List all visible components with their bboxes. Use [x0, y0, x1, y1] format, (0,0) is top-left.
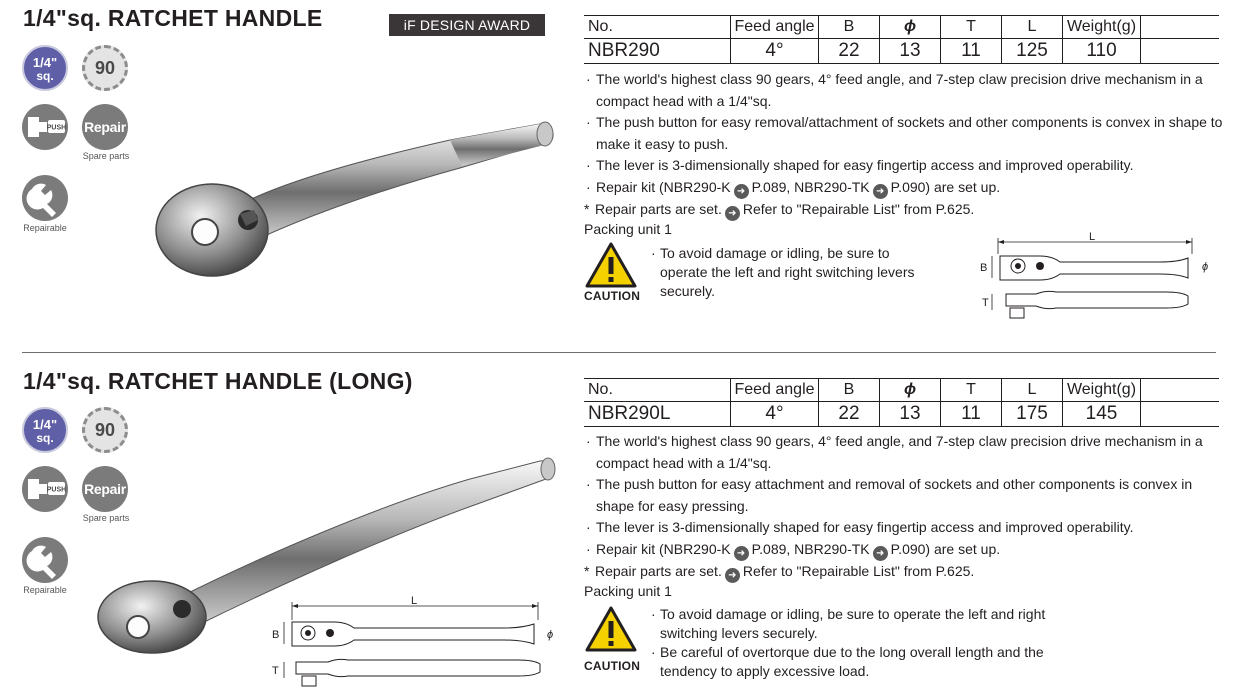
- col-l: L: [1002, 16, 1063, 39]
- cell-part-number: NBR290: [584, 39, 731, 64]
- caution-item: · To avoid damage or idling, be sure to operate the left and right switching levers securely.: [650, 605, 1090, 643]
- arrow-right-icon: ➜: [873, 184, 888, 199]
- col-feed-angle: Feed angle: [731, 379, 819, 402]
- dimension-diagram: [980, 228, 1220, 328]
- col-no: No.: [584, 379, 731, 402]
- spec-table-header: [584, 16, 1219, 39]
- dim-l-label: L: [1088, 231, 1096, 243]
- repair-kit-ref1: P.089, NBR290-TK: [751, 540, 870, 557]
- push-button-icon: [22, 466, 68, 512]
- col-t: T: [941, 16, 1002, 39]
- dim-t-label: T: [272, 665, 279, 677]
- push-label: PUSH: [46, 486, 67, 494]
- drive-size-unit: sq.: [36, 69, 54, 83]
- cell-part-number: NBR290L: [584, 402, 731, 427]
- cell-phi: 13: [880, 39, 941, 64]
- packing-unit: Packing unit 1: [584, 583, 672, 599]
- cell-feed-angle: 4°: [731, 39, 819, 64]
- arrow-right-icon: ➜: [725, 206, 740, 221]
- feature-item: · The push button for easy attachment and removal of sockets and other components is convex in shape for easy pressing.: [584, 474, 1224, 517]
- repairable-label: Repairable: [23, 585, 67, 595]
- col-phi: ϕ: [880, 379, 941, 402]
- repair-parts-line: [584, 199, 1224, 221]
- gear-count-icon: 90: [82, 407, 128, 453]
- dim-b-label: B: [272, 629, 280, 641]
- dimension-diagram: [268, 594, 568, 692]
- dim-l-label: L: [410, 595, 418, 607]
- repair-kit-ref2: P.090) are set up.: [890, 540, 1001, 557]
- col-blank: [1141, 16, 1220, 39]
- arrow-right-icon: ➜: [734, 184, 749, 199]
- repair-kit-prefix: Repair kit (NBR290-K: [596, 178, 731, 195]
- cell-t: 11: [941, 402, 1002, 427]
- repair-icon: Repair: [82, 466, 128, 512]
- spec-table: [584, 378, 1219, 427]
- repair-kit-ref2: P.090) are set up.: [890, 178, 1001, 195]
- dim-phi-label: ϕ: [1202, 261, 1209, 273]
- repair-kit-line: [584, 539, 1224, 561]
- dim-t-label: T: [982, 297, 989, 309]
- packing-unit: Packing unit 1: [584, 221, 672, 237]
- col-l: L: [1002, 379, 1063, 402]
- repair-parts-prefix: Repair parts are set.: [595, 562, 722, 579]
- cell-b: 22: [819, 402, 880, 427]
- cell-blank: [1141, 39, 1220, 64]
- drive-size-unit: sq.: [36, 431, 54, 445]
- caution-label: CAUTION: [584, 659, 641, 673]
- drive-size-value: 1/4": [32, 417, 58, 432]
- feature-item: · The lever is 3-dimensionally shaped for easy fingertip access and improved operability.: [584, 155, 1224, 177]
- col-t: T: [941, 379, 1002, 402]
- arrow-right-icon: ➜: [734, 546, 749, 561]
- repair-parts-prefix: Repair parts are set.: [595, 200, 722, 217]
- cell-phi: 13: [880, 402, 941, 427]
- cell-t: 11: [941, 39, 1002, 64]
- col-weight: Weight(g): [1063, 379, 1141, 402]
- feature-list: [584, 69, 1224, 221]
- ratchet-handle-image: [150, 110, 570, 285]
- caution-list: [650, 244, 915, 301]
- feature-item: · The push button for easy removal/attachment of sockets and other components is convex in shape to make it easy to push.: [584, 112, 1224, 155]
- col-b: B: [819, 16, 880, 39]
- repair-parts-ref: Refer to "Repairable List" from P.625.: [742, 562, 975, 579]
- feature-list: [584, 431, 1224, 583]
- push-label: PUSH: [46, 124, 67, 132]
- repair-kit-line: [584, 177, 1224, 199]
- award-badge: iF DESIGN AWARD: [389, 14, 545, 36]
- table-row: [584, 39, 1219, 64]
- col-weight: Weight(g): [1063, 16, 1141, 39]
- product-title: 1/4"sq. RATCHET HANDLE (LONG): [23, 368, 413, 394]
- feature-item: · The lever is 3-dimensionally shaped for easy fingertip access and improved operability.: [584, 517, 1224, 539]
- cell-feed-angle: 4°: [731, 402, 819, 427]
- spare-parts-label: Spare parts: [82, 513, 130, 523]
- repairable-label: Repairable: [23, 223, 67, 233]
- caution-icon: [584, 604, 638, 666]
- repair-kit-ref1: P.089, NBR290-TK: [751, 178, 870, 195]
- table-row: [584, 402, 1219, 427]
- cell-weight: 110: [1063, 39, 1141, 64]
- repair-parts-line: [584, 561, 1224, 583]
- product-section-long: [0, 362, 1243, 695]
- spec-table-header: [584, 379, 1219, 402]
- col-phi: ϕ: [880, 16, 941, 39]
- repair-icon: Repair: [82, 104, 128, 150]
- col-no: No.: [584, 16, 731, 39]
- spec-table: [584, 15, 1219, 64]
- caution-label: CAUTION: [584, 289, 641, 303]
- repair-kit-prefix: Repair kit (NBR290-K: [596, 540, 731, 557]
- section-divider: [22, 352, 1216, 353]
- cell-weight: 145: [1063, 402, 1141, 427]
- product-title: 1/4"sq. RATCHET HANDLE: [23, 5, 323, 31]
- dim-phi-label: ϕ: [547, 629, 554, 641]
- arrow-right-icon: ➜: [873, 546, 888, 561]
- dim-b-label: B: [980, 262, 988, 274]
- arrow-right-icon: ➜: [725, 568, 740, 583]
- col-b: B: [819, 379, 880, 402]
- col-feed-angle: Feed angle: [731, 16, 819, 39]
- col-blank: [1141, 379, 1220, 402]
- cell-l: 175: [1002, 402, 1063, 427]
- drive-size-icon: [22, 407, 68, 453]
- cell-b: 22: [819, 39, 880, 64]
- cell-blank: [1141, 402, 1220, 427]
- cell-l: 125: [1002, 39, 1063, 64]
- caution-list: [650, 605, 1090, 681]
- feature-item: · The world's highest class 90 gears, 4° feed angle, and 7-step claw precision drive mechanism in a compact head with a 1/4"sq.: [584, 431, 1224, 474]
- caution-item: · Be careful of overtorque due to the long overall length and the tendency to apply excessive load.: [650, 643, 1090, 681]
- drive-size-icon: [22, 45, 68, 91]
- push-button-icon: [22, 104, 68, 150]
- gear-count-icon: 90: [82, 45, 128, 91]
- repair-parts-ref: Refer to "Repairable List" from P.625.: [742, 200, 975, 217]
- drive-size-value: 1/4": [32, 55, 58, 70]
- wrench-icon: [22, 537, 68, 583]
- caution-item: · To avoid damage or idling, be sure to operate the left and right switching levers securely.: [650, 244, 915, 301]
- spare-parts-label: Spare parts: [82, 151, 130, 161]
- wrench-icon: [22, 175, 68, 221]
- feature-item: · The world's highest class 90 gears, 4° feed angle, and 7-step claw precision drive mechanism in a compact head with a 1/4"sq.: [584, 69, 1224, 112]
